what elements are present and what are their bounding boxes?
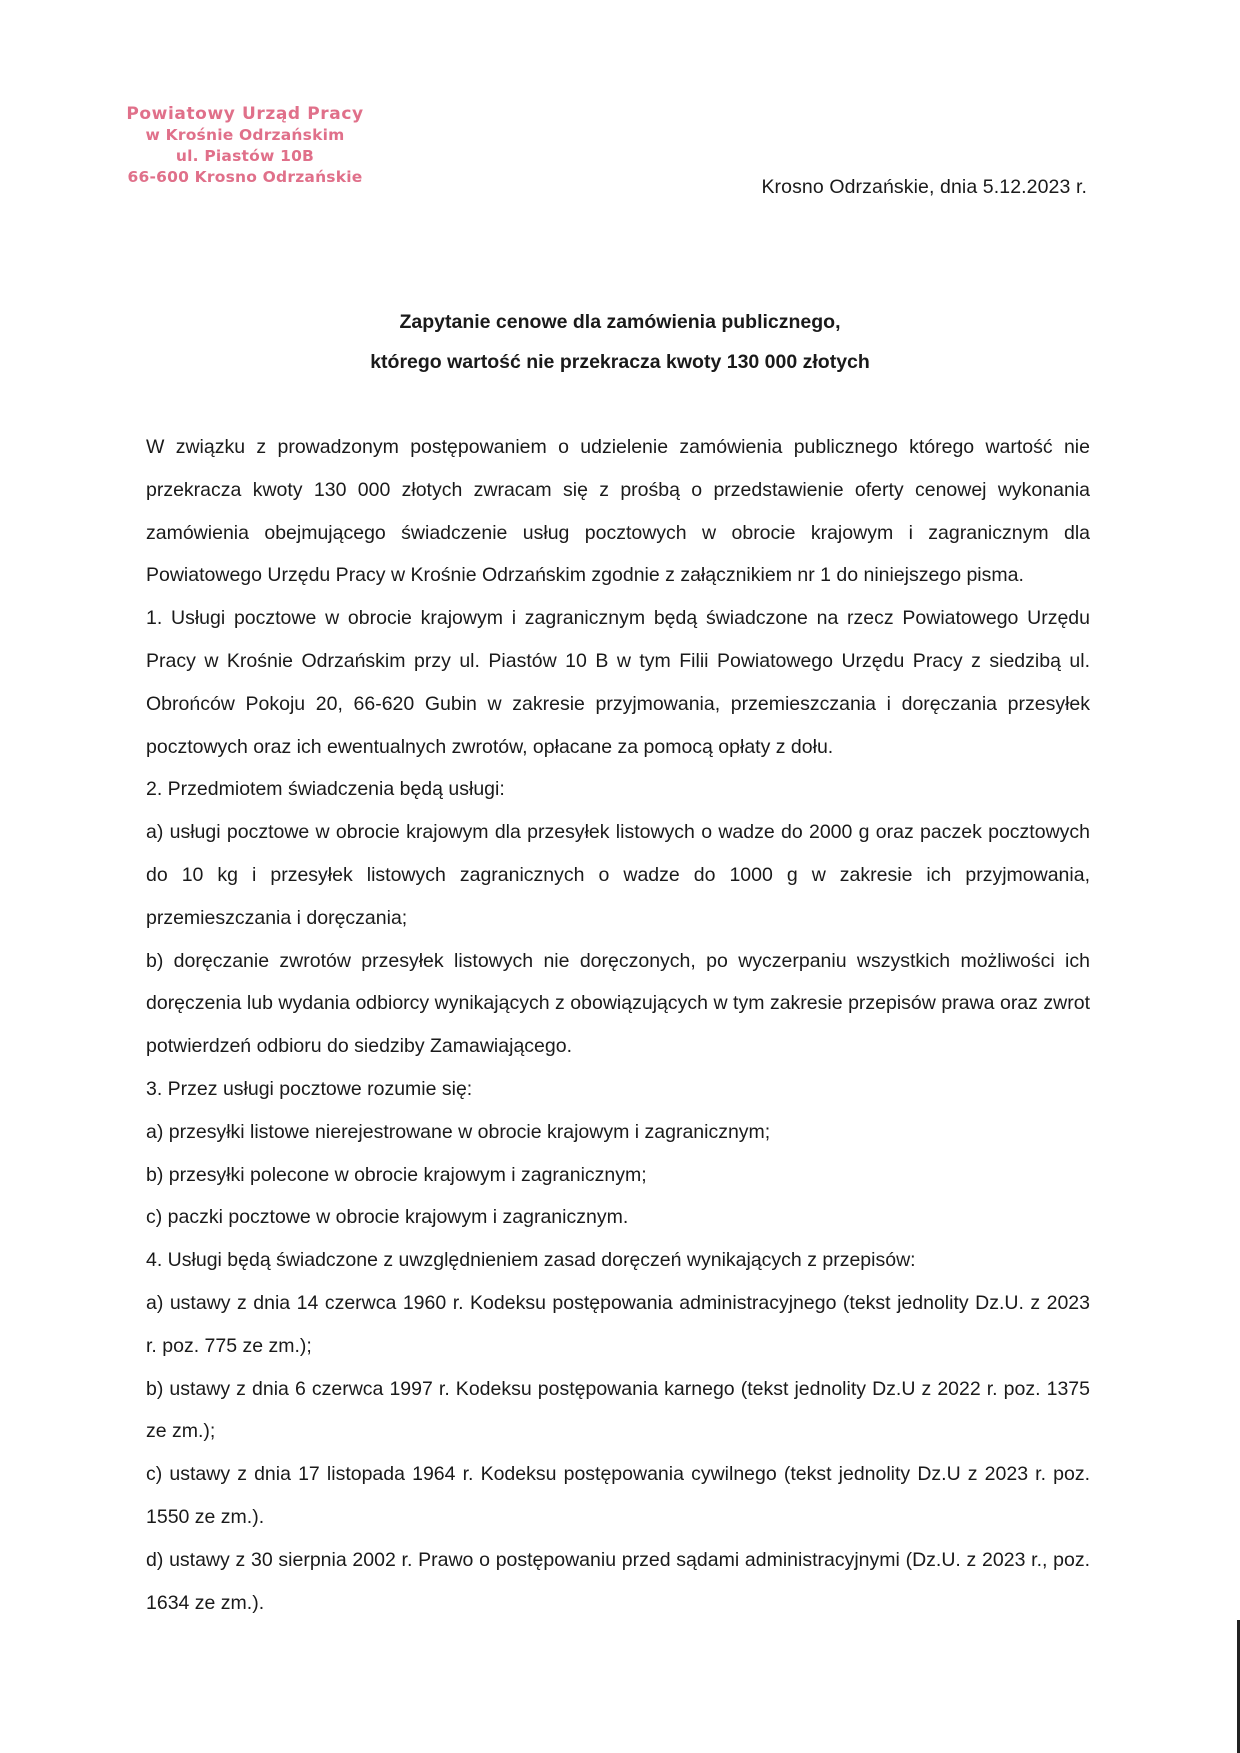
point-2a: a) usługi pocztowe w obrocie krajowym dla przesyłek listowych o wadze do 2000 g oraz paczek pocztowych do 10 kg i przesyłek listowych zagranicznych o wadze do 1000 g w zakresie ich przyjmowania, przemieszczania i doręczania; bbox=[146, 821, 1090, 929]
point-4: 4. Usługi będą świadczone z uwzględnieniem zasad doręczeń wynikających z przepisów: bbox=[146, 1249, 916, 1272]
point-4d: d) ustawy z 30 sierpnia 2002 r. Prawo o postępowaniu przed sądami administracyjnymi (Dz.U. z 2023 r., poz. 1634 ze zm.). bbox=[146, 1548, 1090, 1614]
document-body bbox=[146, 426, 1090, 1624]
document-title bbox=[0, 302, 1240, 382]
point-3c: c) paczki pocztowe w obrocie krajowym i zagranicznym. bbox=[146, 1206, 629, 1229]
point-3: 3. Przez usługi pocztowe rozumie się: bbox=[146, 1077, 473, 1100]
point-4b: b) ustawy z dnia 6 czerwca 1997 r. Kodeksu postępowania karnego (tekst jednolity Dz.U z 2022 r. poz. 1375 ze zm.); bbox=[146, 1377, 1090, 1443]
title-line-1: Zapytanie cenowe dla zamówienia publicznego, bbox=[399, 311, 841, 333]
point-1: 1. Usługi pocztowe w obrocie krajowym i zagranicznym będą świadczone na rzecz Powiatowego Urzędu Pracy w Krośnie Odrzańskim przy ul. Piastów 10 B w tym Filii Powiatowego Urzędu Pracy z siedzibą ul. Obrońców Pokoju 20, 66-620 Gubin w zakresie przyjmowania, przemieszczania i doręczania przesyłek pocztowych oraz ich ewentualnych zwrotów, opłacane za pomocą opłaty z dołu. bbox=[146, 607, 1090, 758]
title-line-2: którego wartość nie przekracza kwoty 130 000 złotych bbox=[370, 351, 870, 373]
stamp-line-city: w Krośnie Odrzańskim bbox=[145, 126, 345, 144]
point-2b: b) doręczanie zwrotów przesyłek listowych nie doręczonych, po wyczerpaniu wszystkich możliwości ich doręczenia lub wydania odbiorcy wynikających z obowiązujących w tym zakresie przepisów prawa oraz zwrot potwierdzeń odbioru do siedziby Zamawiającego. bbox=[146, 949, 1090, 1058]
point-4a: a) ustawy z dnia 14 czerwca 1960 r. Kodeksu postępowania administracyjnego (tekst jednolity Dz.U. z 2023 r. poz. 775 ze zm.); bbox=[146, 1291, 1090, 1357]
stamp-line-street: ul. Piastów 10B bbox=[175, 147, 315, 165]
point-3b: b) przesyłki polecone w obrocie krajowym i zagranicznym; bbox=[146, 1163, 647, 1186]
point-2: 2. Przedmiotem świadczenia będą usługi: bbox=[146, 778, 505, 801]
stamp-line-postal: 66-600 Krosno Odrzańskie bbox=[127, 168, 363, 186]
point-4c: c) ustawy z dnia 17 listopada 1964 r. Kodeksu postępowania cywilnego (tekst jednolity Dz.U z 2023 r. poz. 1550 ze zm.). bbox=[146, 1463, 1090, 1528]
document-date: Krosno Odrzańskie, dnia 5.12.2023 r. bbox=[761, 176, 1087, 198]
office-stamp bbox=[110, 104, 380, 188]
intro-paragraph: W związku z prowadzonym postępowaniem o udzielenie zamówienia publicznego którego wartość nie przekracza kwoty 130 000 złotych zwracam się z prośbą o przedstawienie oferty cenowej wykonania zamówienia obejmującego świadczenie usług pocztowych w obrocie krajowym i zagranicznym dla Powiatowego Urzędu Pracy w Krośnie Odrzańskim zgodnie z załącznikiem nr 1 do niniejszego pisma. bbox=[146, 436, 1090, 587]
stamp-line-office: Powiatowy Urząd Pracy bbox=[126, 104, 364, 124]
point-3a: a) przesyłki listowe nierejestrowane w obrocie krajowym i zagranicznym; bbox=[146, 1120, 771, 1143]
